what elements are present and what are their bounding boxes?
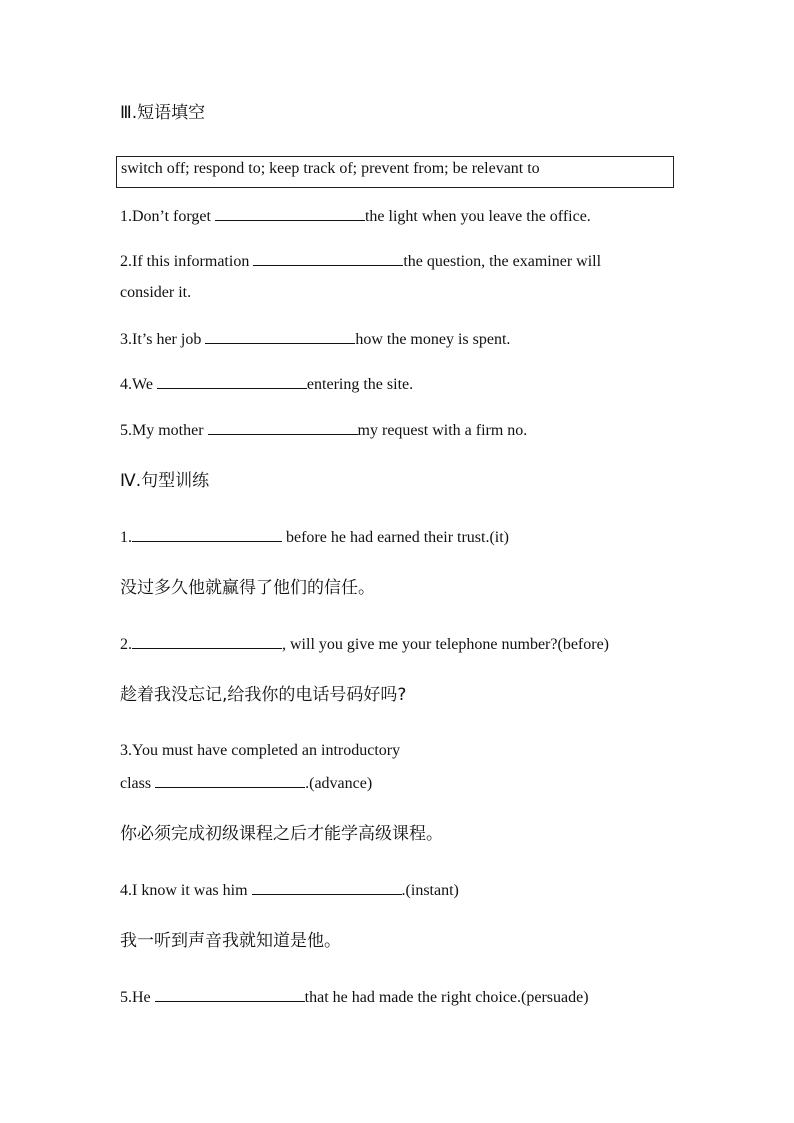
answer-blank[interactable] [157,374,307,389]
s4-item-2-chinese: 趁着我没忘记,给我你的电话号码好吗? [120,685,407,705]
answer-blank[interactable] [132,527,282,542]
s4-item-1: 1. before he had earned their trust.(it) [120,529,510,546]
answer-blank[interactable] [252,880,402,895]
section-3-heading: Ⅲ.短语填空 [120,103,206,123]
s3-item-3: 3.It’s her job how the money is spent. [120,331,511,348]
answer-blank[interactable] [132,634,282,649]
s4-item-4-chinese: 我一听到声音我就知道是他。 [120,931,341,951]
s4-item-3-line-2: class .(advance) [120,775,373,792]
s4-item-1-chinese: 没过多久他就赢得了他们的信任。 [120,578,375,598]
word-box-text: switch off; respond to; keep track of; prevent from; be relevant to [121,160,540,177]
section-4-heading: Ⅳ.句型训练 [120,471,210,491]
s3-item-2: 2.If this information the question, the examiner will [120,253,602,270]
s4-item-3: 3.You must have completed an introductory [120,742,401,759]
answer-blank[interactable] [215,206,365,221]
s3-item-4: 4.We entering the site. [120,376,414,393]
word-box [116,156,674,188]
answer-blank[interactable] [205,329,355,344]
answer-blank[interactable] [155,987,305,1002]
s4-item-4: 4.I know it was him .(instant) [120,882,459,899]
answer-blank[interactable] [155,773,305,788]
s3-item-5: 5.My mother my request with a firm no. [120,422,528,439]
s4-item-3-chinese: 你必须完成初级课程之后才能学高级课程。 [120,824,443,844]
s4-item-5: 5.He that he had made the right choice.(persuade) [120,989,589,1006]
s3-item-1: 1.Don’t forget the light when you leave the office. [120,208,591,225]
answer-blank[interactable] [208,420,358,435]
s4-item-2: 2. , will you give me your telephone number?(before) [120,636,609,653]
s3-item-2-continued: consider it. [120,284,192,301]
answer-blank[interactable] [253,251,403,266]
